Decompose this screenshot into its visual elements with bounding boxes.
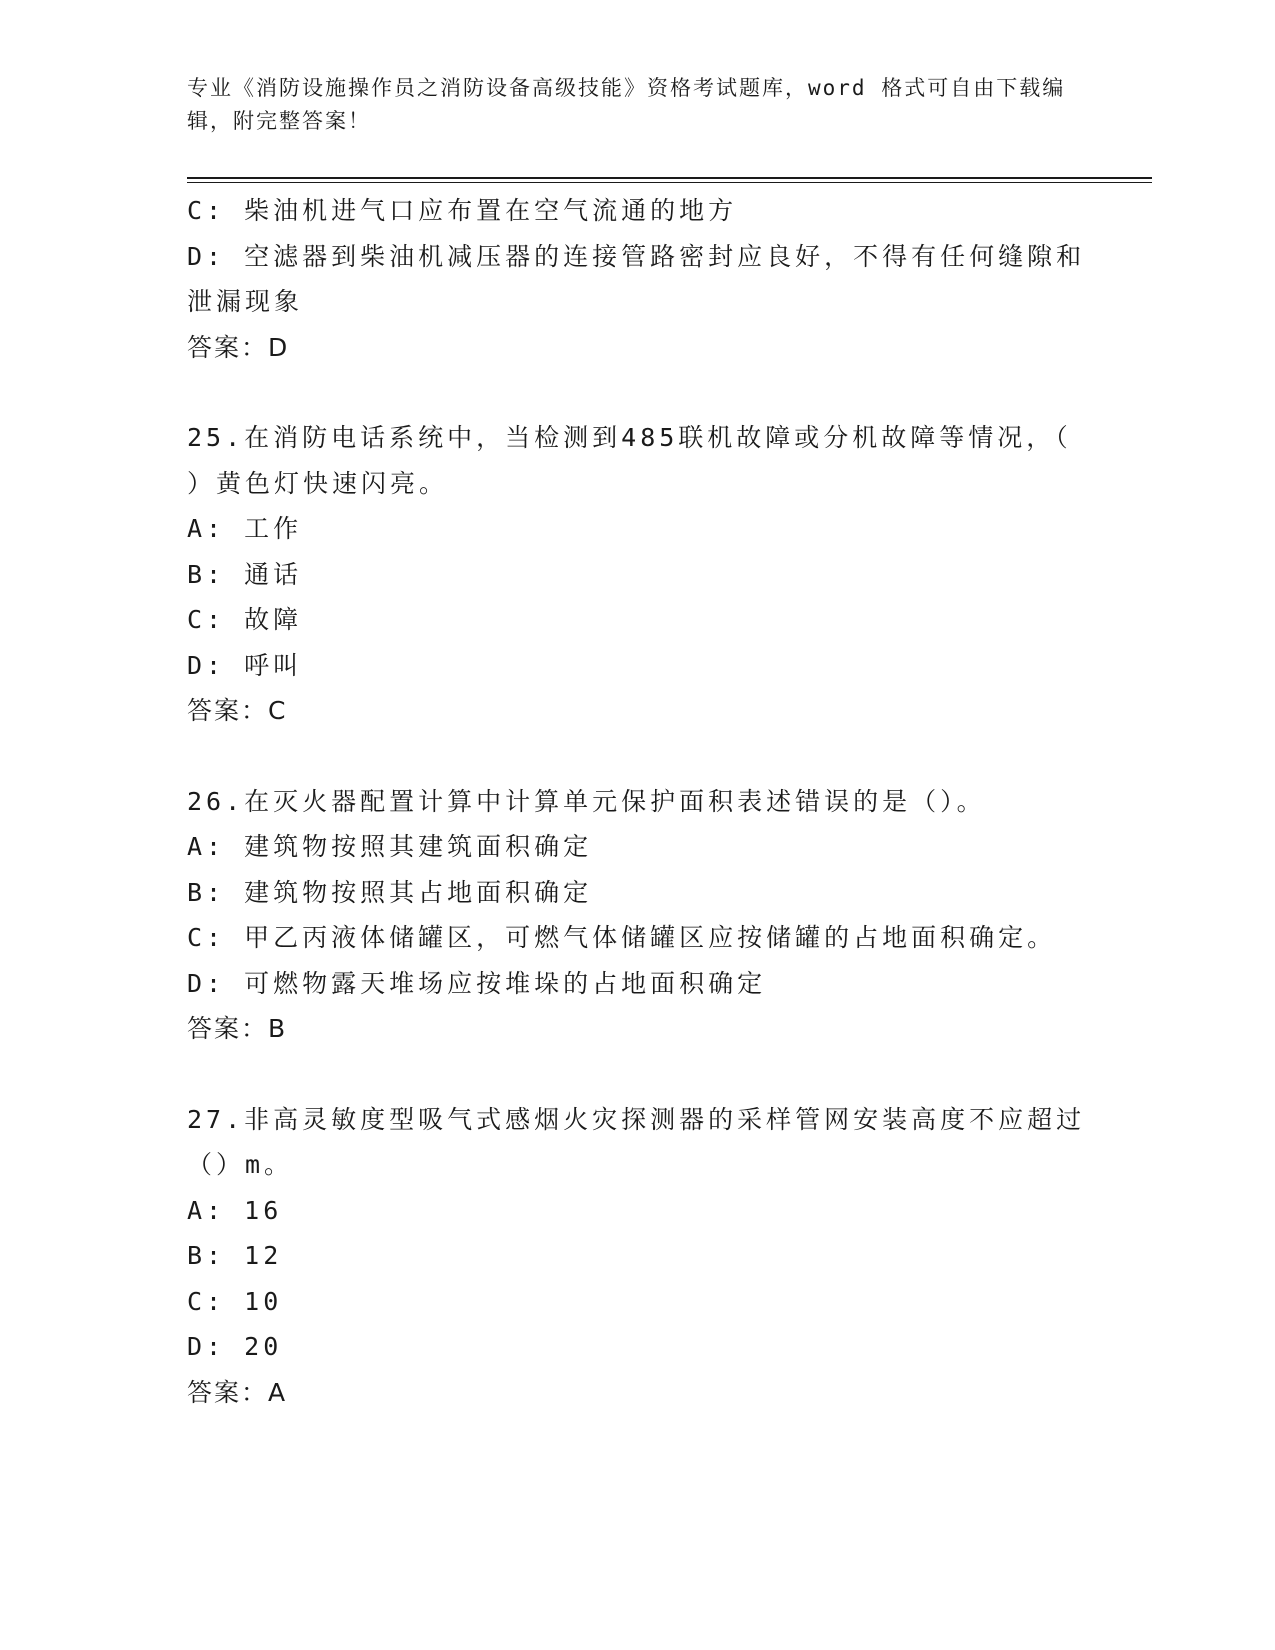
option-c: C: 柴油机进气口应布置在空气流通的地方 [187, 196, 738, 225]
spacer [187, 370, 1087, 415]
question-26 [187, 779, 1087, 1052]
question-25 [187, 415, 1091, 734]
answer-line: 答案：A [187, 1377, 288, 1407]
question-27 [187, 1097, 1087, 1416]
option-a: A: 16 [187, 1195, 283, 1225]
option-d: D: 20 [187, 1332, 283, 1361]
header-divider-thick [187, 177, 1152, 179]
option-b: B: 建筑物按照其占地面积确定 [187, 877, 593, 907]
option-a: A: 建筑物按照其建筑面积确定 [187, 832, 593, 861]
answer-line: 答案：D [187, 332, 290, 362]
document-header: 专业《消防设施操作员之消防设备高级技能》资格考试题库，word 格式可自由下载编辑，附完整答案！ [187, 76, 1066, 133]
question-stem: 25.在消防电话系统中，当检测到485联机故障或分机故障等情况，（ ）黄色灯快速闪亮。 [187, 423, 1091, 498]
spacer [187, 734, 1087, 779]
option-c: C: 故障 [187, 605, 303, 634]
option-c: C: 10 [187, 1286, 283, 1316]
question-24-continued [187, 188, 1087, 370]
answer-line: 答案：B [187, 1014, 288, 1043]
header-divider-thin [187, 182, 1152, 183]
question-content [187, 188, 1091, 1415]
question-stem: 26.在灭火器配置计算中计算单元保护面积表述错误的是（）。 [187, 786, 986, 816]
option-b: B: 通话 [187, 559, 303, 589]
answer-line: 答案：C [187, 696, 288, 725]
option-d: D: 呼叫 [187, 650, 303, 680]
option-d: D: 可燃物露天堆场应按堆垛的占地面积确定 [187, 968, 767, 998]
option-b: B: 12 [187, 1241, 283, 1270]
option-a: A: 工作 [187, 514, 303, 543]
question-stem: 27.非高灵敏度型吸气式感烟火灾探测器的采样管网安装高度不应超过（）m。 [187, 1104, 1086, 1179]
spacer [187, 1052, 1087, 1097]
option-d: D: 空滤器到柴油机减压器的连接管路密封应良好，不得有任何缝隙和泄漏现象 [187, 241, 1086, 316]
option-c: C: 甲乙丙液体储罐区，可燃气体储罐区应按储罐的占地面积确定。 [187, 923, 1057, 952]
